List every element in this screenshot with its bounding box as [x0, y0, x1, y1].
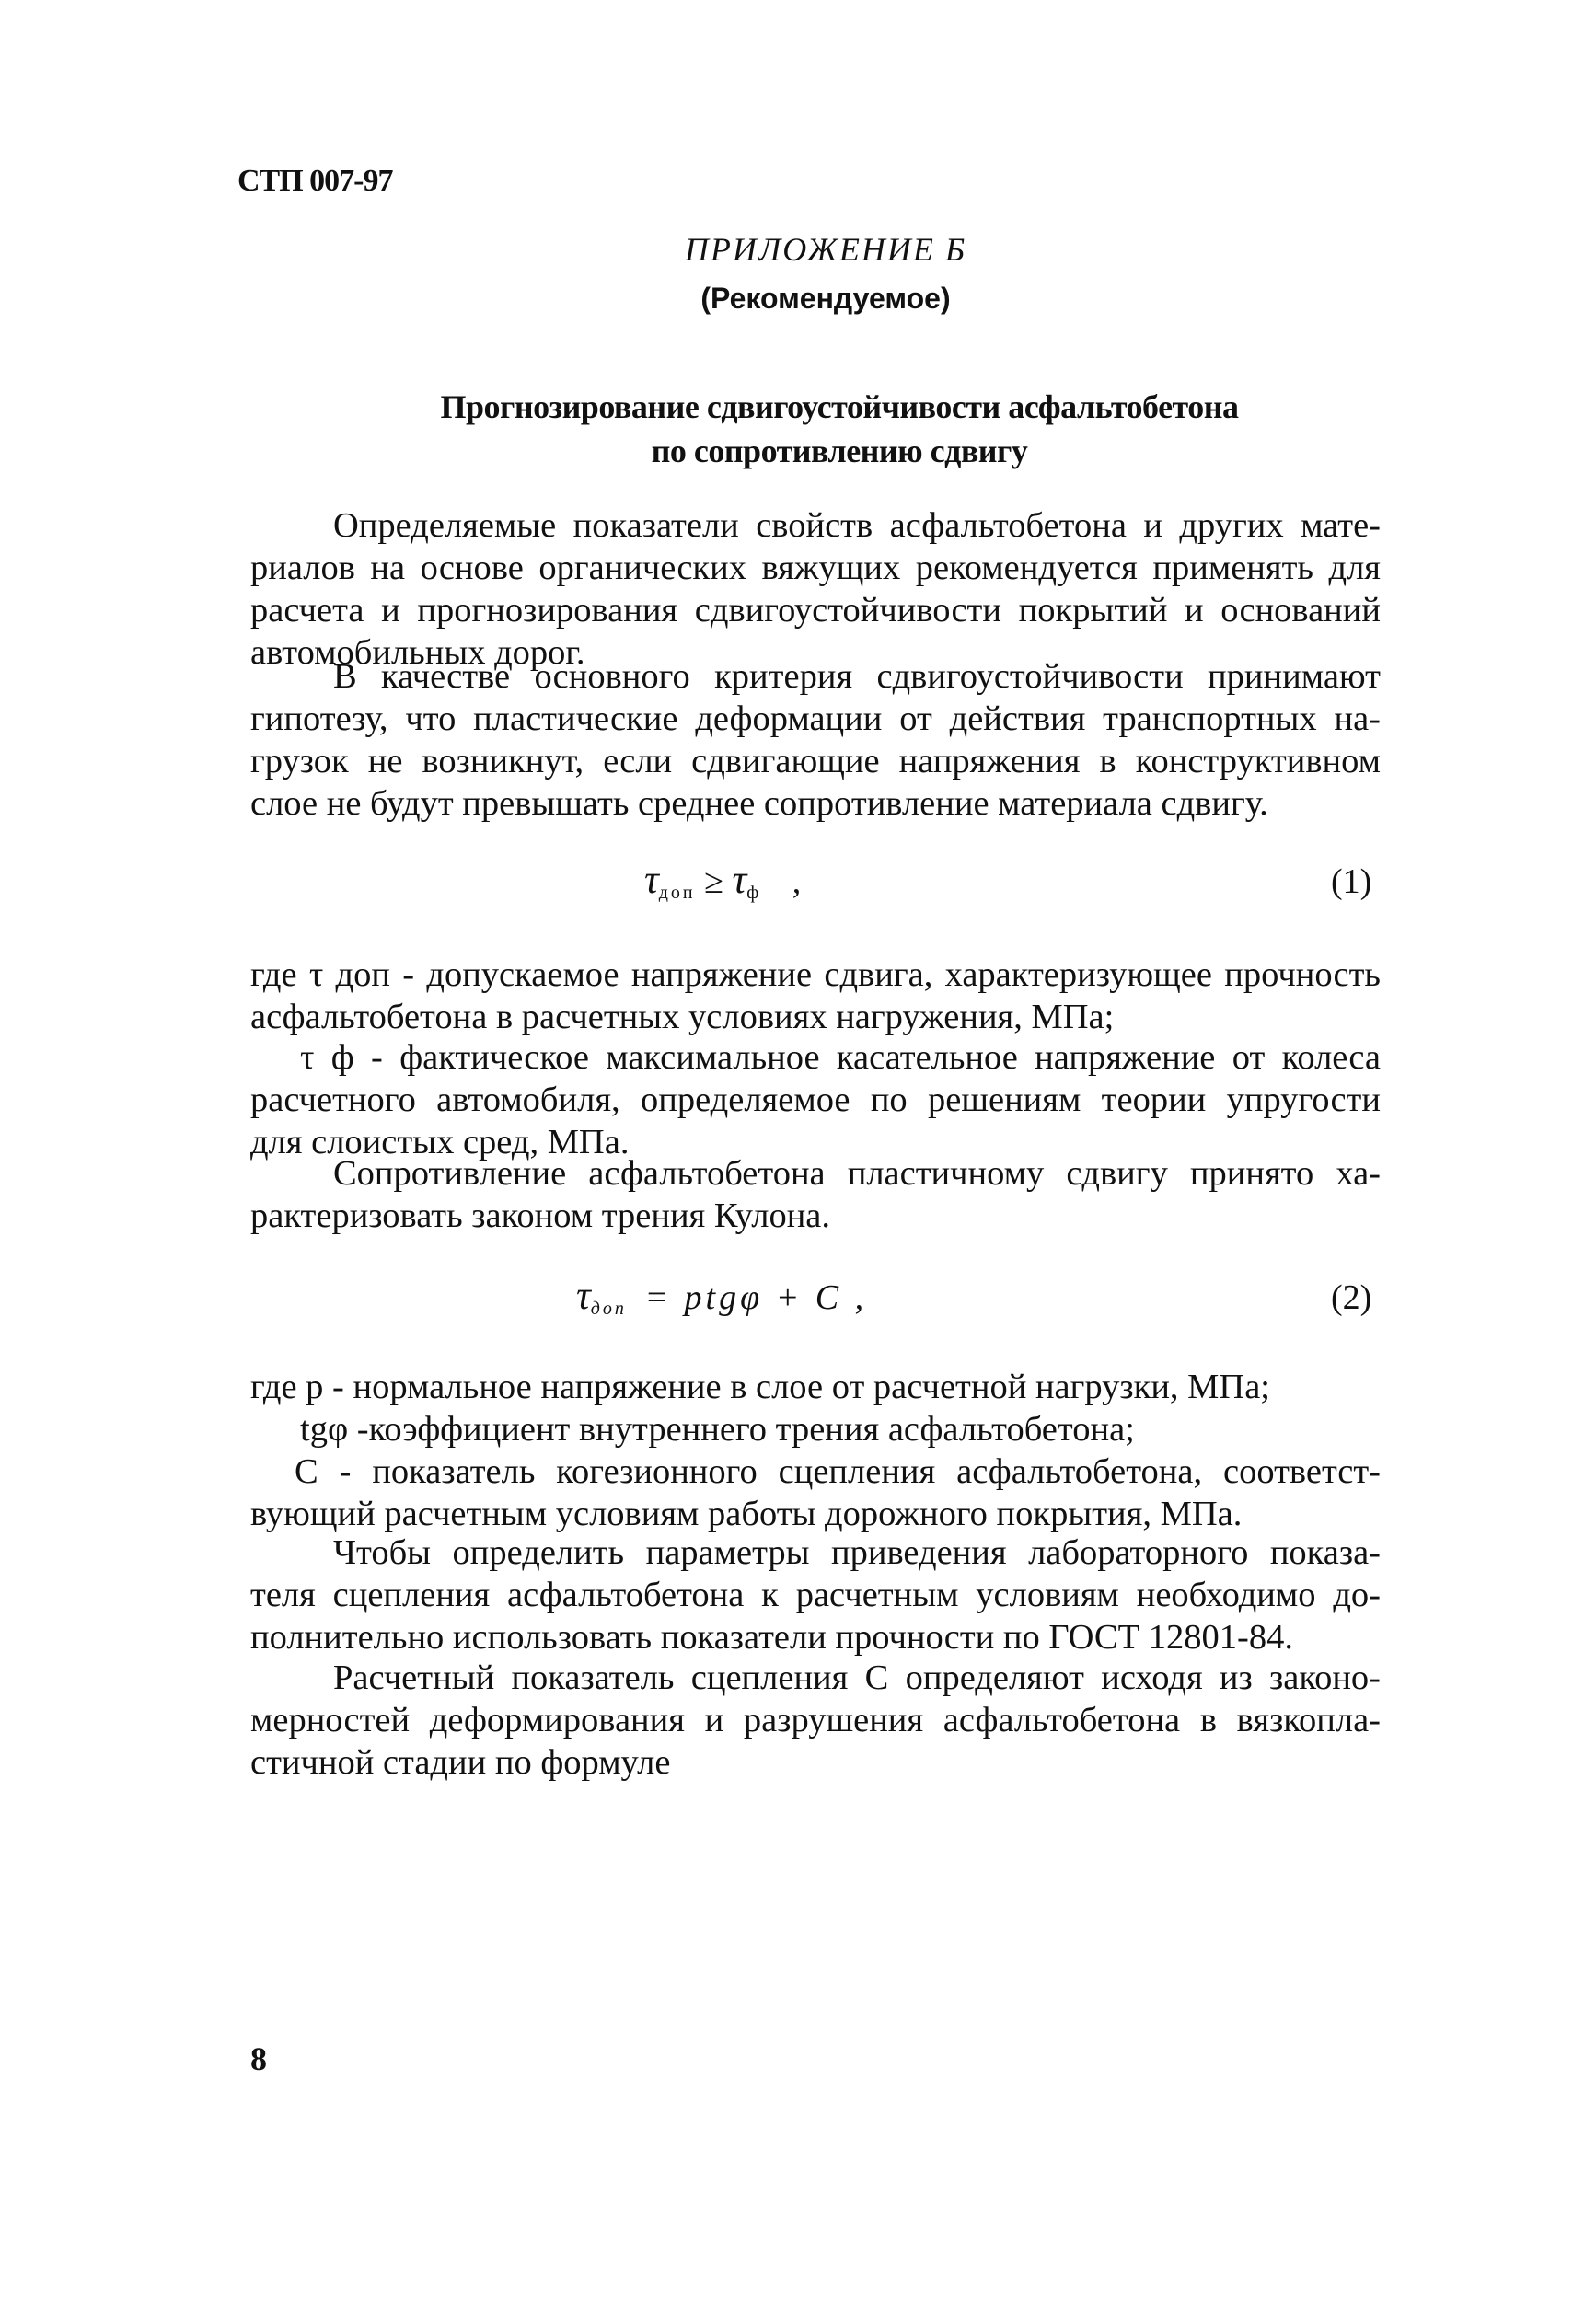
text-line: слое не будут превышать среднее сопротивление материала сдвигу. [250, 784, 1268, 823]
text-line: грузок не возникнут, если сдвигающие напряжения в конструктивном [250, 742, 1381, 780]
text-line: где р - нормальное напряжение в слое от расчетной нагрузки, МПа; [250, 1368, 1271, 1406]
section-title [0, 385, 1596, 473]
text-line: для слоистых сред, МПа. [250, 1123, 630, 1161]
formula-1 [644, 856, 801, 904]
subscript: доп [590, 1299, 627, 1319]
formula-comma: , [792, 862, 802, 901]
paragraph-3 [250, 953, 1381, 1038]
text-line: С - показатель когезионного сцепления асфальтобетона, соответст- [295, 1452, 1381, 1491]
page-number: 8 [250, 2040, 267, 2077]
text-line: автомобильных дорог. [250, 633, 585, 672]
formula-2 [576, 1272, 867, 1320]
paragraph-1 [250, 504, 1381, 674]
paragraph-6 [250, 1366, 1381, 1408]
text-line: Сопротивление асфальтобетона пластичному сдвигу принято ха- [333, 1154, 1381, 1193]
text-line: мерностей деформирования и разрушения асфальтобетона в вязкопла- [250, 1701, 1381, 1739]
paragraph-7 [250, 1408, 1381, 1450]
tau-symbol: τ [576, 1273, 591, 1318]
text-line: Чтобы определить параметры приведения лабораторного показа- [333, 1533, 1381, 1572]
paragraph-5 [250, 1152, 1381, 1237]
tau-symbol: τ [644, 857, 659, 902]
text-line: где τ доп - допускаемое напряжение сдвига, характеризующее прочность [250, 955, 1381, 994]
text-line: τ ф - фактическое максимальное касательное напряжение от колеса [300, 1038, 1381, 1077]
text-line: гипотезу, что пластические деформации от действия транспортных на- [250, 699, 1381, 738]
text-line: стичной стадии по формуле [250, 1743, 671, 1782]
paragraph-10 [250, 1657, 1381, 1784]
formula-2-number: (2) [1331, 1278, 1372, 1317]
text-line: В качестве основного критерия сдвигоустойчивости принимают [333, 657, 1381, 696]
text-line: Расчетный показатель сцепления С определяют исходя из законо- [333, 1658, 1381, 1697]
paragraph-2 [250, 655, 1381, 825]
text-line: риалов на основе органических вяжущих рекомендуется применять для [250, 549, 1381, 587]
tau-symbol: τ [732, 857, 747, 902]
text-line: асфальтобетона в расчетных условиях нагружения, МПа; [250, 998, 1115, 1036]
paragraph-4 [250, 1036, 1381, 1163]
appendix-title: ПРИЛОЖЕНИЕ Б [684, 231, 967, 268]
text-line: расчетного автомобиля, определяемое по решениям теории упругости [250, 1080, 1381, 1119]
appendix-subtitle: (Рекомендуемое) [700, 282, 951, 315]
subscript: доп [658, 883, 696, 903]
paragraph-9 [250, 1531, 1381, 1658]
geq-symbol: ≥ [704, 862, 723, 901]
paragraph-8 [250, 1450, 1381, 1535]
text-line: Определяемые показатели свойств асфальтобетона и других мате- [333, 506, 1381, 545]
text-line: теля сцепления асфальтобетона к расчетным условиям необходимо до- [250, 1576, 1381, 1614]
text-line: рактеризовать законом трения Кулона. [250, 1196, 831, 1235]
text-line: вующий расчетным условиям работы дорожного покрытия, МПа. [250, 1495, 1243, 1533]
section-title-line-1: Прогнозирование сдвигоустойчивости асфальтобетона [440, 388, 1239, 425]
text-line: tgφ -коэффициент внутреннего трения асфальтобетона; [300, 1410, 1135, 1449]
section-title-line-2: по сопротивлению сдвигу [651, 433, 1028, 469]
doc-code-header: СТП 007-97 [237, 164, 393, 198]
formula-1-number: (1) [1331, 862, 1372, 901]
text-line: полнительно использовать показатели прочности по ГОСТ 12801-84. [250, 1618, 1293, 1657]
formula-2-rhs: = ptgφ + C , [644, 1278, 868, 1317]
text-line: расчета и прогнозирования сдвигоустойчивости покрытий и оснований [250, 591, 1381, 630]
subscript: ф [746, 883, 762, 903]
